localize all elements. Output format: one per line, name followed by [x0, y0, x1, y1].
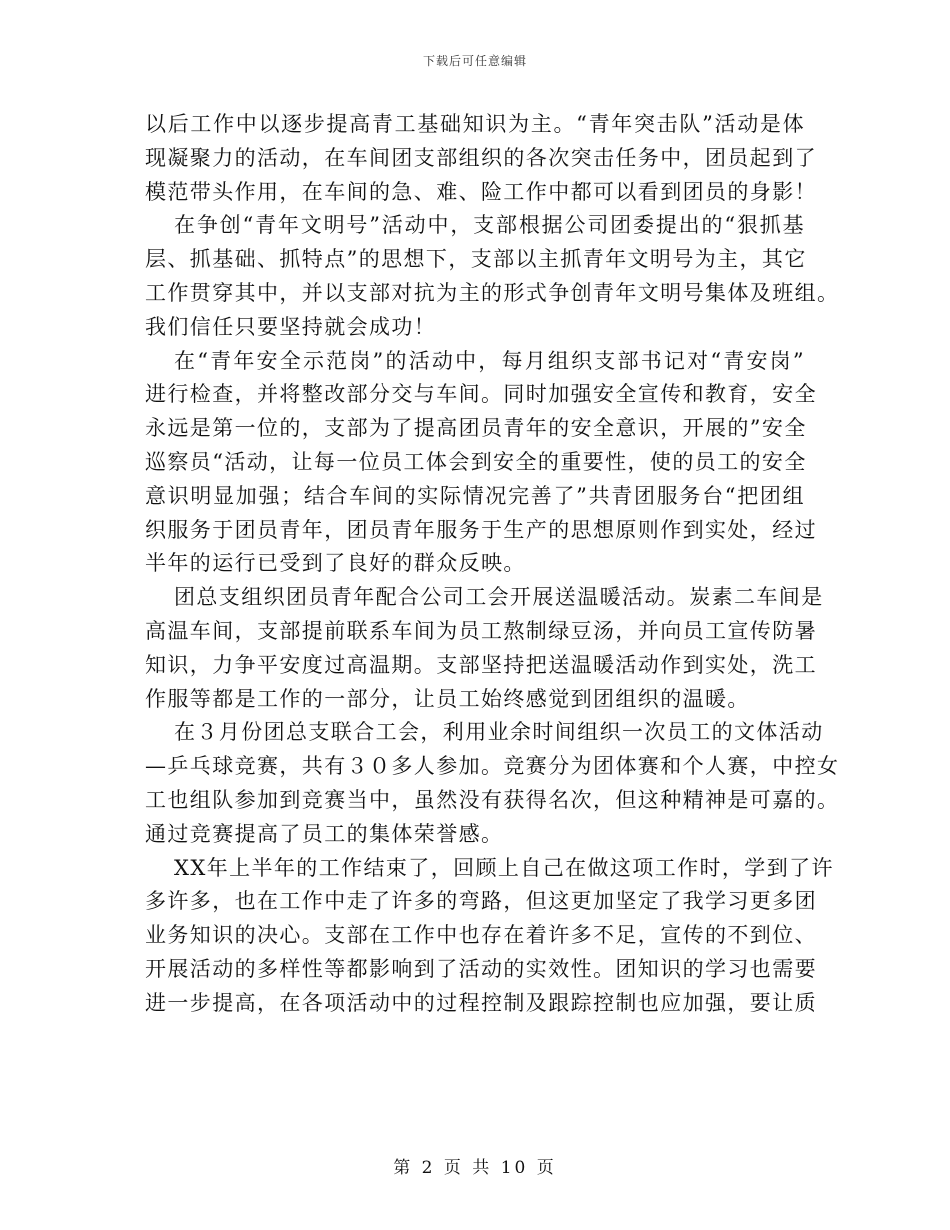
text-line: 以后工作中以逐步提高青工基础知识为主。“青年突击队”活动是体 [145, 112, 805, 136]
text-line: 工也组队参加到竞赛当中，虽然没有获得名次，但这种精神是可嘉的。 [145, 787, 840, 812]
page-header: 下载后可任意编辑 [422, 54, 527, 68]
text-line: 知识，力争平安度过高温期。支部坚持把送温暖活动作到实处，洗工 [145, 652, 817, 677]
text-line: 在“青年安全示范岗”的活动中，每月组织支部书记对“青安岗” [174, 348, 805, 373]
text-line: 通过竞赛提高了员工的集体荣誉感。 [145, 821, 504, 846]
text-line: 业务知识的决心。支部在工作中也存在着许多不足，宣传的不到位、 [145, 923, 817, 948]
text-line: —乒乓球竞赛，共有３０多人参加。竞赛分为团体赛和个人赛，中控女 [145, 754, 840, 779]
text-line: 多许多，也在工作中走了许多的弯路，但这更加坚定了我学习更多团 [145, 889, 817, 914]
text-line: XX年上半年的工作结束了，回顾上自己在做这项工作时，学到了许 [174, 855, 834, 880]
text-line: 我们信任只要坚持就会成功！ [145, 314, 437, 339]
text-line: 作服等都是工作的一部分，让员工始终感觉到团组织的温暖。 [145, 686, 750, 711]
text-line: 工作贯穿其中，并以支部对抗为主的形式争创青年文明号集体及班组。 [145, 280, 840, 305]
text-line: 进行检查，并将整改部分交与车间。同时加强安全宣传和教育，安全 [145, 382, 817, 407]
text-line: 模范带头作用，在车间的急、难、险工作中都可以看到团员的身影！ [145, 179, 817, 204]
page-number-footer: 第 2 页 共 10 页 [393, 1158, 557, 1178]
text-line: 织服务于团员青年，团员青年服务于生产的思想原则作到实处，经过 [145, 517, 817, 542]
text-line: 开展活动的多样性等都影响到了活动的实效性。团知识的学习也需要 [145, 956, 817, 981]
text-line: 进一步提高，在各项活动中的过程控制及跟踪控制也应加强，要让质 [145, 990, 817, 1015]
text-line: 在争创“青年文明号”活动中，支部根据公司团委提出的“狠抓基 [174, 213, 805, 238]
text-line: 团总支组织团员青年配合公司工会开展送温暖活动。炭素二车间是 [174, 585, 824, 610]
text-line: 高温车间，支部提前联系车间为员工熬制绿豆汤，并向员工宣传防暑 [145, 618, 817, 643]
text-line: 层、抓基础、抓特点”的思想下，支部以主抓青年文明号为主，其它 [145, 247, 807, 272]
text-line: 现凝聚力的活动，在车间团支部组织的各次突击任务中，团员起到了 [145, 145, 817, 170]
body-text [145, 108, 840, 1021]
text-line: 永远是第一位的，支部为了提高团员青年的安全意识，开展的”安全 [145, 416, 807, 441]
text-line: 巡察员“活动，让每一位员工体会到安全的重要性，使的员工的安全 [145, 449, 807, 474]
text-line: 半年的运行已受到了良好的群众反映。 [145, 551, 526, 576]
text-line: 意识明显加强；结合车间的实际情况完善了”共青团服务台“把团组 [145, 483, 805, 508]
text-line: 在３月份团总支联合工会，利用业余时间组织一次员工的文体活动 [174, 720, 824, 745]
